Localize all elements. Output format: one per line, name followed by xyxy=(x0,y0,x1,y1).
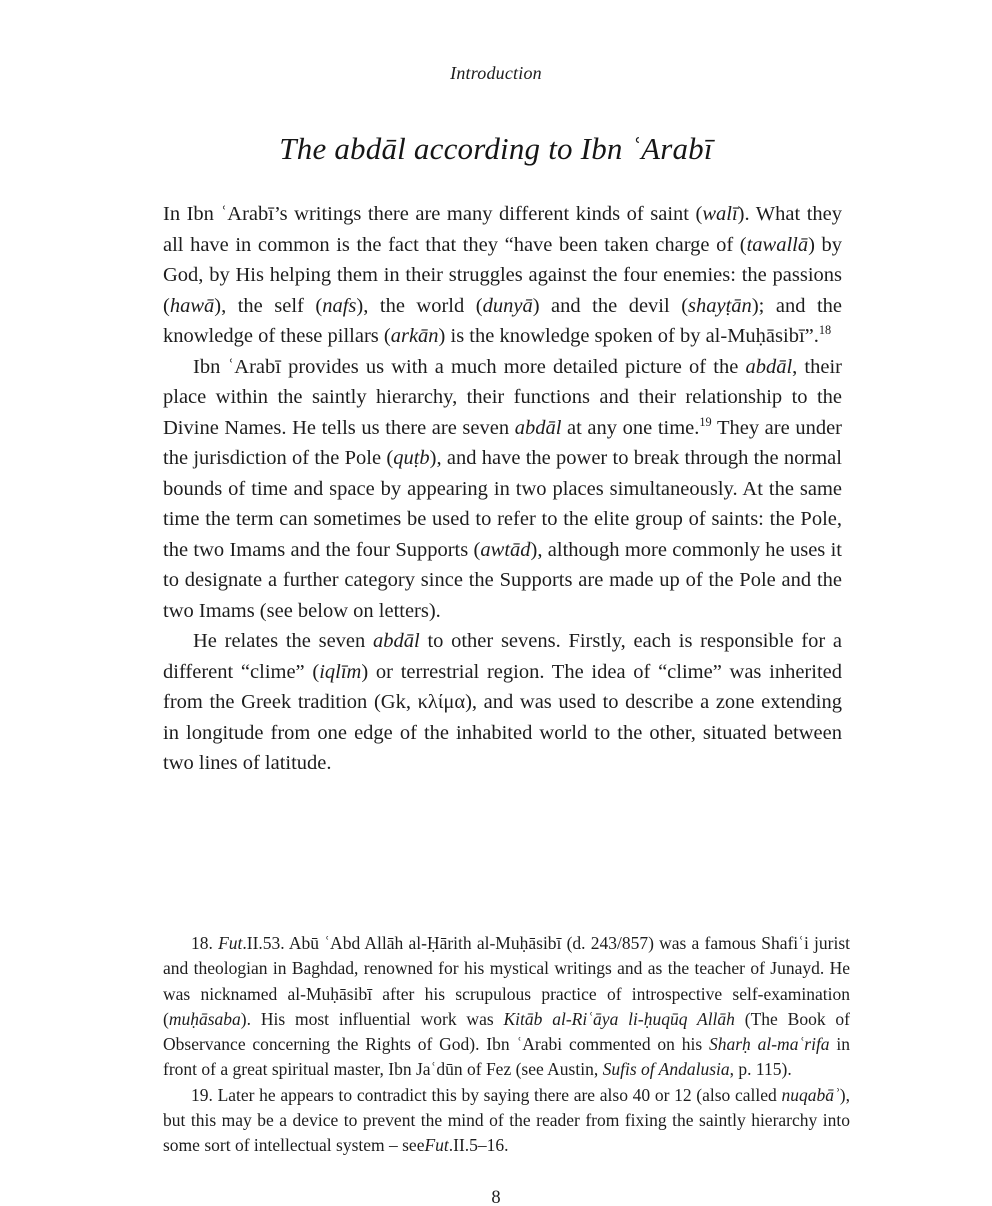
body-paragraph-3: He relates the seven abdāl to other sevens. Firstly, each is responsible for a different “clime” (iqlīm) or terrestrial region. The idea of “clime” was inherited from the Greek tradition (Gk, κλίμα), and was used to describe a zone extending in longitude from one edge of the inhabited world to the other, situated between two lines of latitude. xyxy=(163,630,842,774)
chapter-title: The abdāl according to Ibn ʿArabī xyxy=(279,131,713,166)
footnote-18: 18. Fut.II.53. Abū ʿAbd Allāh al-Ḥārith al-Muḥāsibī (d. 243/857) was a famous Shafiʿi jurist and theologian in Baghdad, renowned for his mystical writings and as the teacher of Junayd. He was nicknamed al-Muḥāsibī after his scrupulous practice of introspective self-examination (muḥāsaba). His most influential work was Kitāb al-Riʿāya li-ḥuqūq Allāh (The Book of Observance concerning the Rights of God). Ibn ʿArabi commented on his Sharḥ al-maʿrifa in front of a great spiritual master, Ibn Jaʿdūn of Fez (see Austin, Sufis of Andalusia, p. 115). xyxy=(163,933,851,1080)
body-text xyxy=(163,199,842,779)
body-paragraph-1: In Ibn ʿArabī’s writings there are many different kinds of saint (walī). What they all have in common is the fact that they “have been taken charge of (tawallā) by God, by His helping them in their struggles against the four enemies: the passions (hawā), the self (nafs), the world (dunyā) and the devil (shayṭān); and the knowledge of these pillars (arkān) is the knowledge spoken of by al-Muḥāsibī”.$^{18}$ xyxy=(163,203,843,347)
body-paragraph-2: Ibn ʿArabī provides us with a much more detailed picture of the abdāl, their place within the saintly hierarchy, their functions and their relationship to the Divine Names. He tells us there are seven abdāl at any one time.$^{19}$ They are under the jurisdiction of the Pole (quṭb), and have the power to break through the normal bounds of time and space by appearing in two places simultaneously. At the same time the term can sometimes be used to refer to the elite group of saints: the Pole, the two Imams and the four Supports (awtād), although more commonly he uses it to designate a further category since the Supports are made up of the Pole and the two Imams (see below on letters). xyxy=(163,355,842,622)
footnotes-section xyxy=(163,931,850,1159)
page-number: 8 xyxy=(491,1188,501,1206)
footnote-19: 19. Later he appears to contradict this by saying there are also 40 or 12 (also called nuqabāʾ), but this may be a device to prevent the mind of the reader from fixing the saintly hierarchy into some sort of intellectual system – seeFut.II.5–16. xyxy=(163,1084,850,1156)
running-header: Introduction xyxy=(450,63,542,83)
